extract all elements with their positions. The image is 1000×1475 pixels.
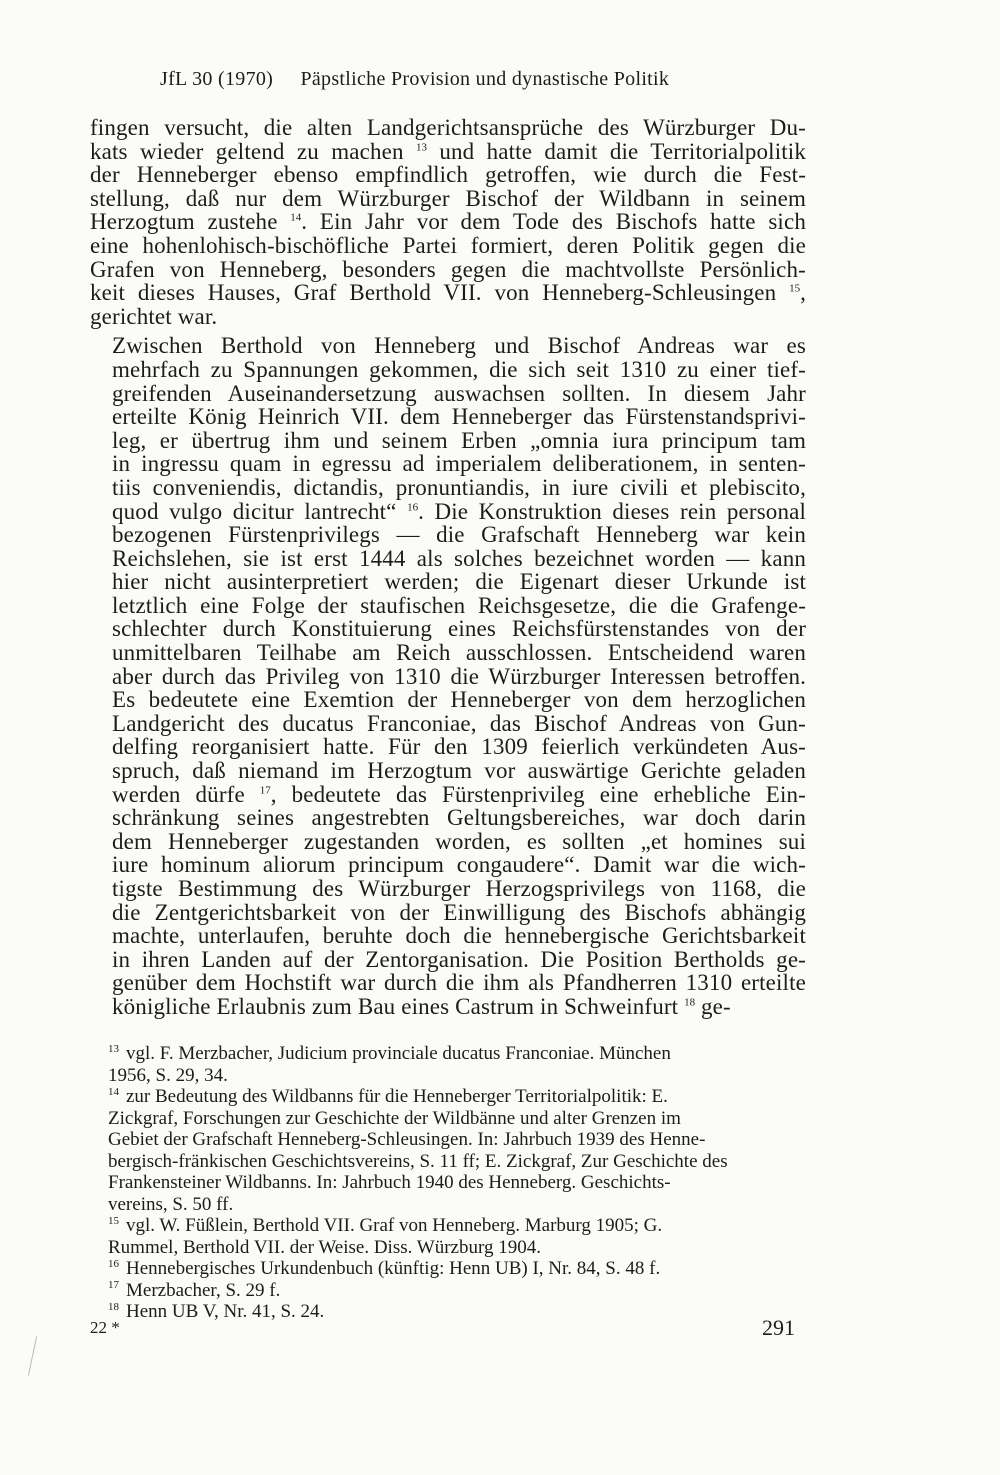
footnote-line [108, 1237, 808, 1259]
text-run: in ingressu quam in egressu ad imperialem deliberationem, in senten- [112, 451, 806, 477]
footnote-marker: 18 [684, 996, 696, 1009]
footnote-text: vereins, S. 50 ff. [108, 1193, 234, 1215]
text-run: leg, er übertrug ihm und seinem Erben „omnia iura principum tam [112, 427, 806, 453]
text-line [90, 570, 806, 594]
text-line [90, 783, 806, 807]
signature-mark: 22 * [90, 1318, 120, 1337]
text-run: delfing reorganisiert hatte. Für den 1309 feierlich verkündeten Aus- [112, 734, 806, 760]
text-run: . Ein Jahr vor dem Tode des Bischofs hatte sich [301, 209, 806, 235]
footnote-line [108, 1194, 808, 1216]
footnote-marker: 16 [407, 500, 419, 513]
text-run: Landgericht des ducatus Franconiae, das Bischof Andreas von Gun- [112, 710, 806, 736]
text-line [90, 187, 806, 211]
text-line [90, 405, 806, 429]
text-run: hier nicht ausinterpretiert werden; die Eigenart dieser Urkunde ist [112, 569, 806, 595]
text-run: Reichslehen, sie ist erst 1444 als solches bezeichnet worden — kann [112, 545, 806, 571]
text-line [90, 334, 806, 358]
footnote-line: 14 zur Bedeutung des Wildbanns für die Henneberger Territorialpolitik: E. [108, 1085, 668, 1107]
text-run: königliche Erlaubnis zum Bau eines Castrum in Schweinfurt [112, 993, 685, 1019]
footnote-line [108, 1172, 808, 1194]
footnote-line: 17 Merzbacher, S. 29 f. [108, 1279, 281, 1301]
paragraph [90, 116, 806, 328]
text-line [90, 759, 806, 783]
article-title: Päpstliche Provision und dynastische Politik [300, 68, 670, 90]
text-line [90, 901, 806, 925]
text-line [90, 665, 806, 689]
text-run: greifenden Auseinandersetzung auswachsen sollten. In diesem Jahr [112, 380, 806, 406]
text-line [90, 853, 806, 877]
text-run: Es bedeutete eine Exemtion der Henneberger von dem herzoglichen [112, 687, 806, 713]
footnote-text: zur Bedeutung des Wildbanns für die Henneberger Territorialpolitik: E. [126, 1086, 668, 1107]
text-line [90, 594, 806, 618]
footnote-line: 16 Hennebergisches Urkundenbuch (künftig: Henn UB) I, Nr. 84, S. 48 f. [108, 1257, 661, 1279]
text-line [90, 806, 806, 830]
text-run: schlechter durch Konstituierung eines Reichsfürstenstandes von der [112, 616, 806, 642]
footnote-line: 15 vgl. W. Füßlein, Berthold VII. Graf von Henneberg. Marburg 1905; G. [108, 1214, 663, 1236]
text-run: iure hominum aliorum principum congaudere“. Damit war die wich- [112, 852, 806, 878]
journal-reference: JfL 30 (1970) [160, 68, 274, 90]
text-run: unmittelbaren Teilhabe am Reich ausschlossen. Entscheidend waren [112, 640, 806, 666]
text-run: tiis conveniendis, dictandis, pronuntiandis, in iure civili et plebiscito, [112, 474, 806, 500]
text-line [90, 258, 806, 282]
text-run: Herzogtum zustehe [90, 209, 291, 235]
text-run: machte, unterlaufen, beruhte doch die hennebergische Gerichtsbarkeit [112, 923, 806, 949]
text-line [90, 617, 806, 641]
text-run: bezogenen Fürstenprivilegs — die Grafschaft Henneberg war kein [112, 522, 806, 548]
text-run: Grafen von Henneberg, besonders gegen die machtvollste Persönlich- [90, 256, 806, 282]
footnote-line [108, 1129, 808, 1151]
text-run: , bedeutete das Fürstenprivileg eine erhebliche Ein- [270, 781, 806, 807]
text-run: ge- [695, 993, 731, 1019]
text-line [90, 500, 806, 524]
footnote-text: Hennebergisches Urkundenbuch (künftig: Henn UB) I, Nr. 84, S. 48 f. [126, 1258, 661, 1279]
footnote-marker: 13 [415, 140, 427, 153]
body-text [90, 116, 806, 1019]
text-line [90, 735, 806, 759]
text-run: genüber dem Hochstift war durch die ihm als Pfandherren 1310 erteilte [112, 970, 806, 996]
text-run: die Zentgerichtsbarkeit von der Einwilligung des Bischofs abhängig [112, 899, 806, 925]
text-line [90, 163, 806, 187]
text-line [90, 924, 806, 948]
footnote-line [108, 1108, 808, 1130]
text-run: mehrfach zu Spannungen gekommen, die sich seit 1310 zu einer tief- [112, 356, 806, 382]
text-run: kats wieder geltend zu machen [90, 138, 416, 164]
footnote-text: vgl. F. Merzbacher, Judicium provinciale ducatus Franconiae. München [126, 1043, 671, 1064]
text-run: stellung, daß nur dem Würzburger Bischof der Wildbann in seinem [90, 185, 806, 211]
text-line [90, 429, 806, 453]
text-line [90, 547, 806, 571]
paragraph [90, 334, 806, 1018]
text-line [90, 995, 806, 1019]
text-line [90, 281, 806, 305]
text-run: werden dürfe [112, 781, 260, 807]
text-line [90, 476, 806, 500]
footnote-marker: 14 [290, 211, 302, 224]
text-run: , [800, 280, 806, 306]
text-run: der Henneberger ebenso empfindlich getroffen, wie durch die Fest- [90, 162, 806, 188]
text-run: schränkung seines angestrebten Geltungsbereiches, war doch darin [112, 805, 806, 831]
text-line [90, 234, 806, 258]
text-run: in ihren Landen auf der Zentorganisation. Die Position Bertholds ge- [112, 946, 806, 972]
footnote-text: Gebiet der Grafschaft Henneberg-Schleusingen. In: Jahrbuch 1939 des Henne- [108, 1129, 706, 1150]
text-line [90, 140, 806, 164]
text-run: eine hohenlohisch-bischöfliche Partei formiert, deren Politik gegen die [90, 232, 806, 258]
running-header [160, 68, 760, 91]
text-line [90, 523, 806, 547]
footnote-text: Zickgraf, Forschungen zur Geschichte der Wildbänne und alter Grenzen im [108, 1107, 681, 1129]
page-number: 291 [762, 1315, 795, 1340]
footnote-line [108, 1065, 808, 1087]
text-run: quod vulgo dicitur lantrecht“ [112, 498, 408, 524]
text-run: erteilte König Heinrich VII. dem Henneberger das Fürstenstandsprivi- [112, 404, 806, 430]
text-run: dem Henneberger zugestanden worden, es sollten „et homines sui [112, 828, 806, 854]
footnote-text: Henn UB V, Nr. 41, S. 24. [126, 1301, 325, 1322]
text-line [90, 358, 806, 382]
footnote-text: Rummel, Berthold VII. der Weise. Diss. Würzburg 1904. [108, 1236, 541, 1258]
footnote-text: 1956, S. 29, 34. [108, 1064, 228, 1086]
scan-edge-mark [28, 1336, 37, 1375]
text-line [90, 830, 806, 854]
text-run: und hatte damit die Territorialpolitik [426, 138, 806, 164]
text-run: tigste Bestimmung des Würzburger Herzogsprivilegs von 1168, die [112, 876, 806, 901]
text-line [90, 641, 806, 665]
text-run: aber durch das Privileg von 1310 die Würzburger Interessen betroffen. [112, 663, 806, 689]
text-line [90, 452, 806, 476]
footnote-text: Frankensteiner Wildbanns. In: Jahrbuch 1940 des Henneberg. Geschichts- [108, 1172, 671, 1193]
text-run: letztlich eine Folge der staufischen Reichsgesetze, die die Grafenge- [112, 592, 806, 618]
text-line [90, 382, 806, 406]
text-line [90, 210, 806, 234]
footnote-line: 13 vgl. F. Merzbacher, Judicium provinciale ducatus Franconiae. München [108, 1042, 671, 1064]
text-line [90, 971, 806, 995]
text-line [90, 948, 806, 972]
footnotes [108, 1043, 808, 1323]
text-line [90, 712, 806, 736]
footnote-text: vgl. W. Füßlein, Berthold VII. Graf von Henneberg. Marburg 1905; G. [126, 1215, 663, 1236]
text-run: spruch, daß niemand im Herzogtum vor auswärtige Gerichte geladen [112, 758, 806, 784]
text-line [90, 877, 806, 901]
footnote-line [108, 1151, 808, 1173]
footnote-text: bergisch-fränkischen Geschichtsvereins, S. 11 ff; E. Zickgraf, Zur Geschichte des [108, 1150, 728, 1172]
text-run: keit dieses Hauses, Graf Berthold VII. von Henneberg-Schleusingen [90, 280, 790, 306]
footnote-text: Merzbacher, S. 29 f. [126, 1279, 281, 1301]
text-run: Zwischen Berthold von Henneberg und Bischof Andreas war es [112, 333, 806, 359]
footnote-line: 18 Henn UB V, Nr. 41, S. 24. [108, 1300, 325, 1322]
footnote-marker: 15 [789, 282, 801, 295]
text-run: gerichtet war. [90, 303, 218, 329]
text-line [90, 688, 806, 712]
text-line [90, 305, 806, 329]
text-line [90, 116, 806, 140]
footnote-marker: 17 [259, 783, 271, 796]
text-run: fingen versucht, die alten Landgerichtsansprüche des Würzburger Du- [90, 115, 806, 140]
text-run: . Die Konstruktion dieses rein personal [418, 498, 807, 524]
